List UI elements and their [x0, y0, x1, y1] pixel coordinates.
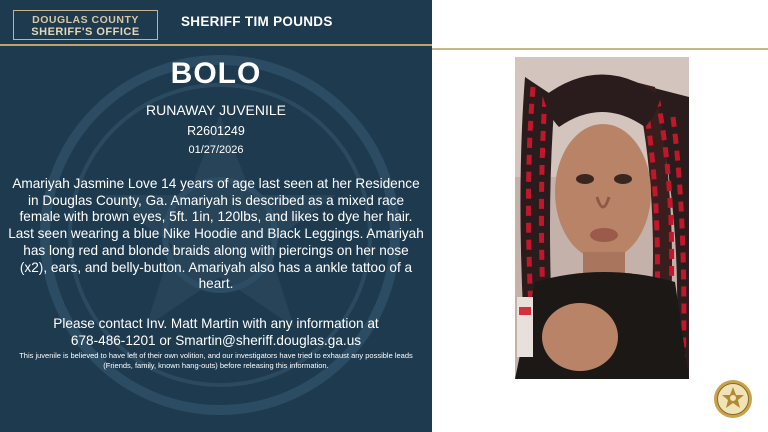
header-divider-right [432, 48, 768, 50]
contact-line-2: 678-486-1201 or Smartin@sheriff.douglas.ga.us [70, 332, 362, 348]
header-divider [0, 44, 432, 46]
bolo-heading: BOLO [170, 57, 262, 90]
disclaimer-text: This juvenile is believed to have left of their own volition, and our investigators have tried to exhaust any possible leads (Friends, family, known hang-outs) before releasing this information. [19, 351, 413, 370]
sheriff-star-badge-icon [713, 379, 753, 419]
subject-photo-image [515, 57, 689, 379]
contact-info [8, 316, 424, 349]
logo-office-text: SHERIFF'S OFFICE [31, 26, 140, 38]
bulletin-date: 01/27/2026 [188, 144, 244, 156]
subject-description: Amariyah Jasmine Love 14 years of age last seen at her Residence in Douglas County, Ga. Amariyah is described as a mixed race female with brown eyes, 5ft. 1in, 120lbs, and likes to dye her hair. Last seen wearing a blue Nike Hoodie and Black Leggings. Amariyah has long red and blonde braids along with piercings on her nose (x2), ears, and belly-button. Amariyah also has a ankle tattoo of a heart. [8, 176, 424, 292]
case-type: RUNAWAY JUVENILE [145, 102, 287, 118]
logo-county-text: DOUGLAS COUNTY [32, 14, 139, 26]
sheriff-office-logo [13, 10, 158, 40]
contact-line-1: Please contact Inv. Matt Martin with any information at [53, 316, 379, 331]
header-title: SHERIFF TIM POUNDS [181, 14, 333, 29]
subject-photo [515, 57, 689, 379]
case-number: R2601249 [187, 124, 245, 138]
